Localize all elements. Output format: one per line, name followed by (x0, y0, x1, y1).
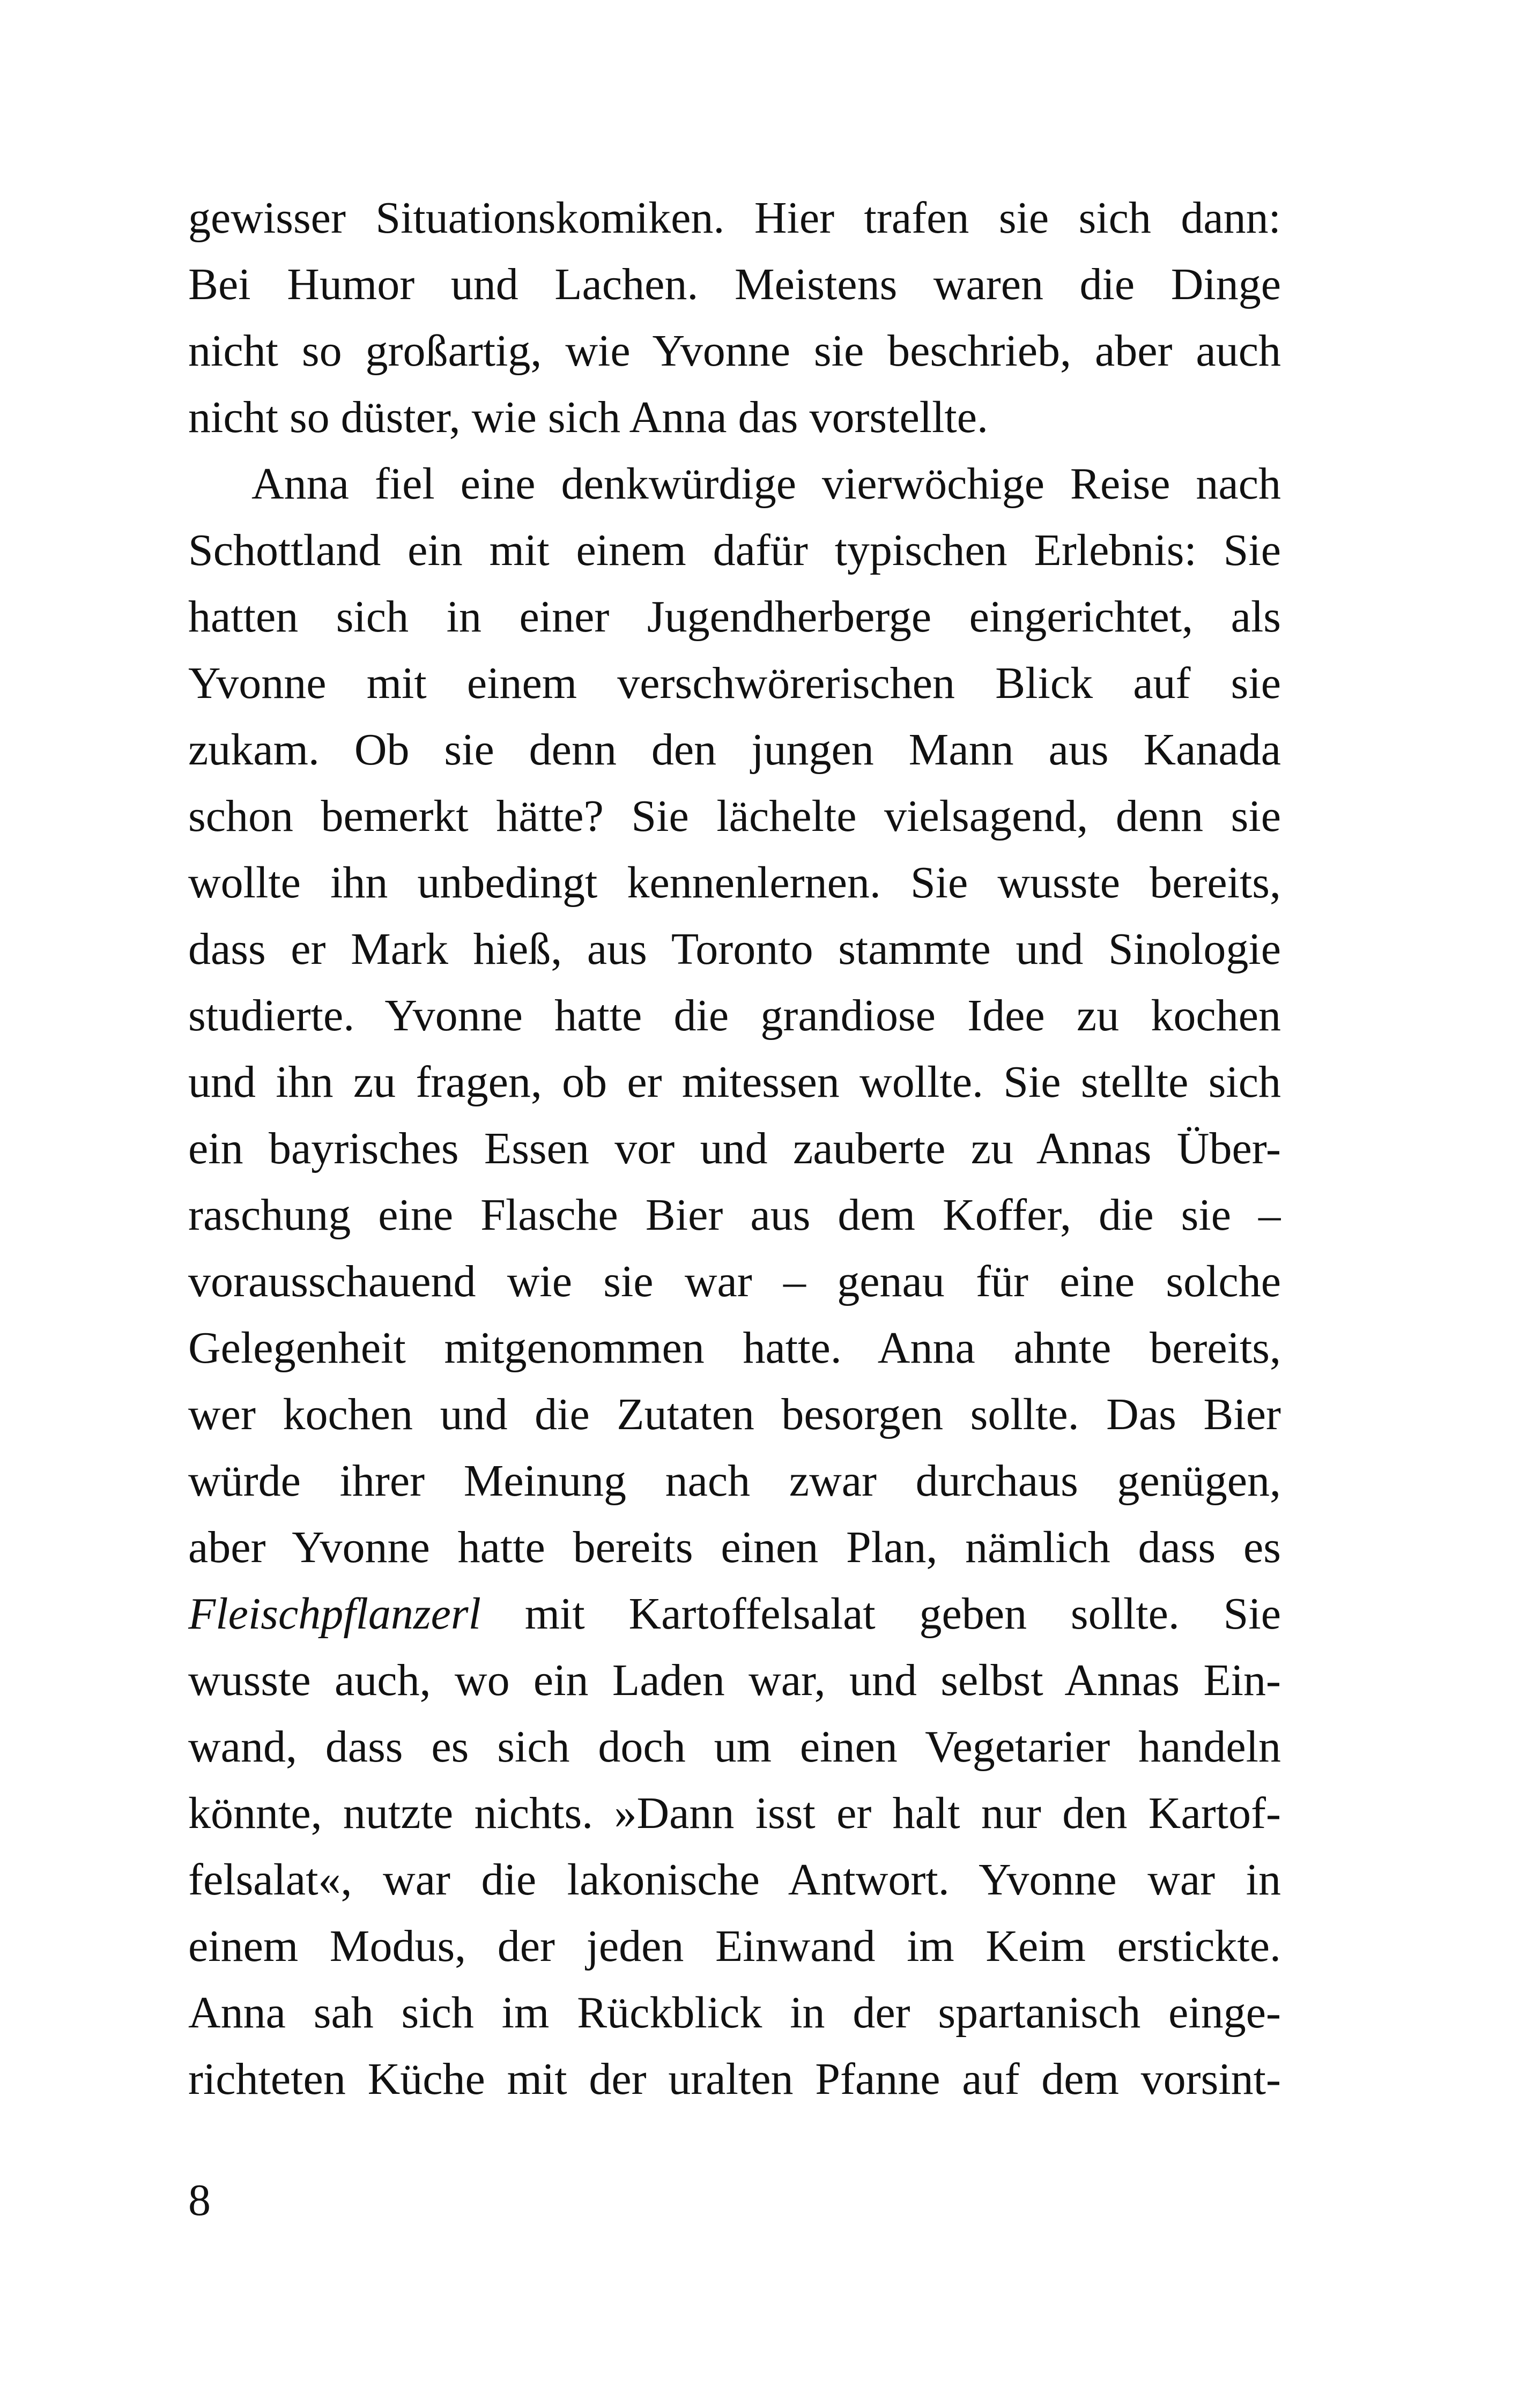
text-line: aber Yvonne hatte bereits einen Plan, nämlich dass es (188, 1522, 1281, 1572)
text-line: Yvonne mit einem verschwörerischen Blick auf sie (188, 658, 1281, 708)
text-line: wollte ihn unbedingt kennenlernen. Sie wusste bereits, (188, 858, 1281, 908)
text-line: raschung eine Flasche Bier aus dem Koffer, die sie – (188, 1190, 1281, 1240)
text-line: wand, dass es sich doch um einen Vegetarier handeln (188, 1722, 1281, 1772)
text-line: zukam. Ob sie denn den jungen Mann aus Kanada (188, 725, 1281, 775)
text-line: wer kochen und die Zutaten besorgen sollte. Das Bier (188, 1389, 1281, 1439)
text-line: schon bemerkt hätte? Sie lächelte vielsagend, denn sie (188, 791, 1281, 841)
text-line: studierte. Yvonne hatte die grandiose Idee zu kochen (188, 991, 1281, 1041)
text-line: ein bayrisches Essen vor und zauberte zu Annas Über- (188, 1124, 1281, 1173)
text-line: und ihn zu fragen, ob er mitessen wollte. Sie stellte sich (188, 1057, 1281, 1107)
text-line: einem Modus, der jeden Einwand im Keim erstickte. (188, 1921, 1281, 1971)
text-line: richteten Küche mit der uralten Pfanne auf dem vorsint- (188, 2054, 1281, 2104)
body-text (188, 185, 1281, 2113)
text-line: felsalat«, war die lakonische Antwort. Yvonne war in (188, 1855, 1281, 1905)
text-line: Anna fiel eine denkwürdige vierwöchige Reise nach (251, 459, 1281, 509)
text-line: dass er Mark hieß, aus Toronto stammte und Sinologie (188, 924, 1281, 974)
text-line: vorausschauend wie sie war – genau für eine solche (188, 1257, 1281, 1306)
text-line: hatten sich in einer Jugendherberge eingerichtet, als (188, 592, 1281, 642)
page-number: 8 (188, 2175, 211, 2225)
text-line: Bei Humor und Lachen. Meistens waren die Dinge (188, 259, 1281, 309)
text-line: nicht so großartig, wie Yvonne sie beschrieb, aber auch (188, 326, 1281, 376)
text-line: gewisser Situationskomiken. Hier trafen sie sich dann: (188, 193, 1281, 243)
text-line: Schottland ein mit einem dafür typischen Erlebnis: Sie (188, 525, 1281, 575)
text-line: Anna sah sich im Rückblick in der spartanisch einge- (188, 1988, 1281, 2038)
text-line-with-italic (188, 1581, 1281, 1647)
text-line: Gelegenheit mitgenommen hatte. Anna ahnte bereits, (188, 1323, 1281, 1373)
text-segment: mit Kartoffelsalat geben sollte. Sie (480, 1589, 1281, 1639)
text-line: würde ihrer Meinung nach zwar durchaus genügen, (188, 1456, 1281, 1506)
text-line: wusste auch, wo ein Laden war, und selbst Annas Ein- (188, 1655, 1281, 1705)
text-line: nicht so düster, wie sich Anna das vorstellte. (188, 392, 989, 442)
text-line: könnte, nutzte nichts. »Dann isst er halt nur den Kartof- (188, 1788, 1281, 1838)
italic-term: Fleischpflanzerl (188, 1589, 481, 1639)
